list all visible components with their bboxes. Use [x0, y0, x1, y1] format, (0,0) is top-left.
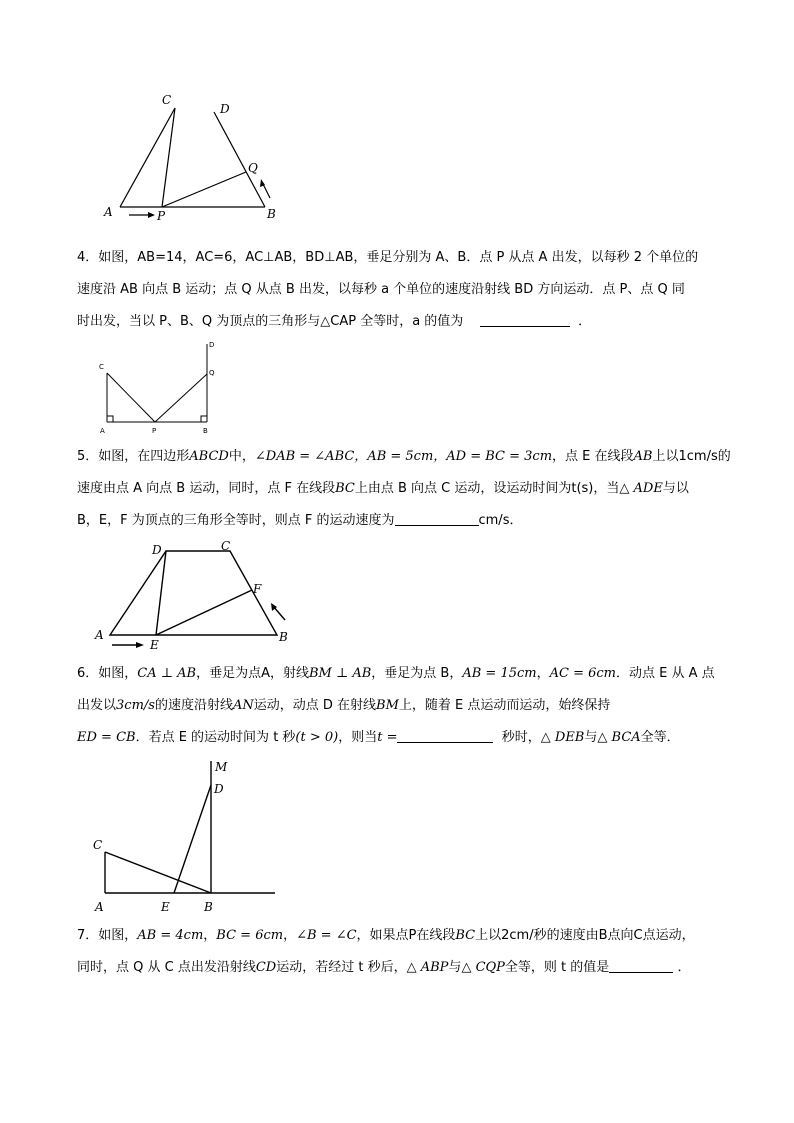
- math-expr: 3cm/s: [116, 698, 155, 713]
- arrow-head-icon: [136, 642, 144, 648]
- label-b: B: [204, 900, 213, 914]
- question-text: 如图，: [98, 928, 138, 943]
- figure-1-svg: [100, 92, 290, 227]
- segment-cp: [162, 108, 175, 207]
- question-text: ，: [283, 928, 297, 943]
- question-text: ，垂足为点A，射线: [196, 666, 309, 681]
- label-c: C: [99, 363, 104, 371]
- math-expr: BC = 6cm: [216, 928, 284, 943]
- label-m: M: [215, 760, 228, 774]
- math-expr: △ DEB: [540, 730, 585, 745]
- math-expr: ED = CB: [77, 730, 136, 745]
- question-text: 上以1cm/s的: [652, 449, 731, 464]
- math-expr: △ ADE: [619, 481, 663, 496]
- segment-bd: [214, 112, 265, 207]
- question-text: 秒时，: [501, 730, 541, 745]
- question-text: 时出发，当以 P、B、Q 为顶点的三角形与△CAP 全等时，a 的值为: [77, 314, 464, 329]
- question-text: 运动，若经过 t 秒后，: [276, 960, 407, 975]
- math-expr: △ CQP: [461, 960, 505, 975]
- question-4: [77, 242, 757, 338]
- math-expr: AC = 6cm: [549, 666, 616, 681]
- math-expr: (t > 0): [295, 730, 339, 745]
- math-expr: △ BCA: [597, 730, 641, 745]
- question-text: 的速度沿射线: [154, 698, 233, 713]
- math-expr: CA ⊥ AB: [137, 666, 197, 681]
- question-text: 中，: [228, 449, 255, 464]
- question-text: 速度由点 A 向点 B 运动，同时，点 F 在线段: [77, 481, 336, 496]
- segment-pq: [155, 374, 207, 422]
- label-c: C: [93, 838, 103, 852]
- answer-blank[interactable]: [480, 312, 570, 327]
- question-text: ．若点 E 的运动时间为 t 秒: [135, 730, 296, 745]
- math-expr: AB = 4cm: [137, 928, 204, 943]
- question-text: 与: [448, 960, 462, 975]
- segment-cp: [107, 373, 155, 422]
- question-text: ，: [536, 666, 550, 681]
- figure-3-svg: [90, 535, 300, 650]
- question-text: 如图，AB=14，AC=6，AC⊥AB，BD⊥AB，垂足分别为 A、B．点 P 从点 A 出发，以每秒 2 个单位的: [98, 250, 699, 265]
- label-d: D: [209, 341, 215, 349]
- segment-pq: [162, 172, 246, 207]
- label-f: F: [253, 582, 262, 596]
- question-text: 如图，: [98, 666, 138, 681]
- question-6: [77, 658, 757, 754]
- math-expr: △ ABP: [406, 960, 449, 975]
- label-b: B: [203, 427, 208, 435]
- figure-quadrilateral: [90, 535, 300, 650]
- quadrilateral-abcd: [110, 551, 277, 635]
- label-p: P: [152, 427, 157, 435]
- label-d: D: [220, 102, 230, 116]
- label-q: Q: [209, 369, 215, 377]
- math-expr: CD: [255, 960, 277, 975]
- label-c: C: [162, 93, 172, 107]
- question-text: 上，随着 E 点运动而运动，始终保持: [398, 698, 611, 713]
- label-a: A: [95, 900, 104, 914]
- label-b: B: [267, 207, 276, 221]
- segment-cb: [105, 852, 211, 893]
- label-a: A: [104, 205, 113, 219]
- label-e: E: [150, 638, 159, 652]
- question-7: [77, 920, 757, 984]
- label-q: Q: [248, 161, 258, 175]
- figure-right-angles-pq: [95, 338, 225, 438]
- right-angle-mark: [201, 416, 207, 422]
- question-text: ，则当: [338, 730, 378, 745]
- question-number: 5．: [77, 449, 99, 464]
- math-expr: AB = 15cm: [462, 666, 537, 681]
- question-text: 上由点 B 向点 C 运动，设运动时间为t(s)，当: [354, 481, 620, 496]
- question-text: 速度沿 AB 向点 B 运动；点 Q 从点 B 出发，以每秒 a 个单位的速度沿射线 BD 方向运动．点 P、点 Q 同: [77, 282, 685, 297]
- math-expr: ∠DAB = ∠ABC，AB = 5cm，AD = BC = 3cm: [254, 449, 553, 464]
- question-text: 与: [584, 730, 598, 745]
- answer-blank[interactable]: [609, 958, 673, 973]
- segment-ac: [120, 108, 175, 207]
- question-text: 与以: [662, 481, 689, 496]
- question-text: 如图，在四边形: [98, 449, 190, 464]
- punctuation: ．: [677, 960, 691, 975]
- question-number: 7．: [77, 928, 99, 943]
- question-text: cm/s．: [478, 513, 523, 528]
- question-text: 全等，则 t 的值是: [504, 960, 610, 975]
- math-expr: t =: [377, 730, 398, 745]
- question-text: 全等．: [640, 730, 680, 745]
- math-expr: BM: [376, 698, 399, 713]
- figure-4-svg: [90, 757, 290, 917]
- question-text: ，如果点P在线段: [356, 928, 456, 943]
- label-a: A: [100, 427, 105, 435]
- right-angle-mark: [107, 416, 113, 422]
- math-expr: BM ⊥ AB: [308, 666, 372, 681]
- question-5: [77, 441, 757, 537]
- question-text: B，E，F 为顶点的三角形全等时，则点 F 的运动速度为: [77, 513, 395, 528]
- math-expr: BC: [335, 481, 355, 496]
- punctuation: ．: [578, 314, 592, 329]
- segment-ef: [156, 590, 252, 635]
- question-number: 6．: [77, 666, 99, 681]
- answer-blank[interactable]: [397, 728, 493, 743]
- math-expr: AB: [633, 449, 653, 464]
- question-text: 同时，点 Q 从 C 点出发沿射线: [77, 960, 256, 975]
- question-text: ．动点 E 从 A 点: [615, 666, 715, 681]
- figure-rays-bm: [90, 757, 290, 917]
- math-expr: ABCD: [189, 449, 229, 464]
- label-e: E: [161, 900, 170, 914]
- label-b: B: [279, 630, 288, 644]
- figure-2-svg: [95, 338, 225, 438]
- label-d: D: [152, 543, 162, 557]
- label-p: P: [157, 209, 166, 223]
- math-expr: AN: [232, 698, 254, 713]
- label-a: A: [95, 628, 104, 642]
- math-expr: BC: [455, 928, 476, 943]
- question-text: 出发以: [77, 698, 117, 713]
- question-text: ，点 E 在线段: [552, 449, 634, 464]
- question-text: 上以2cm/秒的速度由B点向C点运动，: [475, 928, 695, 943]
- math-expr: ∠B = ∠C: [296, 928, 357, 943]
- question-text: 运动，动点 D 在射线: [253, 698, 377, 713]
- answer-blank[interactable]: [395, 511, 479, 526]
- label-c: C: [221, 539, 231, 553]
- figure-triangles-pq: [100, 92, 290, 227]
- segment-ed: [174, 785, 211, 893]
- question-text: ，垂足为点 B，: [371, 666, 463, 681]
- question-text: ，: [203, 928, 217, 943]
- question-number: 4．: [77, 250, 99, 265]
- arrow-head-icon: [148, 212, 155, 218]
- label-d: D: [214, 782, 224, 796]
